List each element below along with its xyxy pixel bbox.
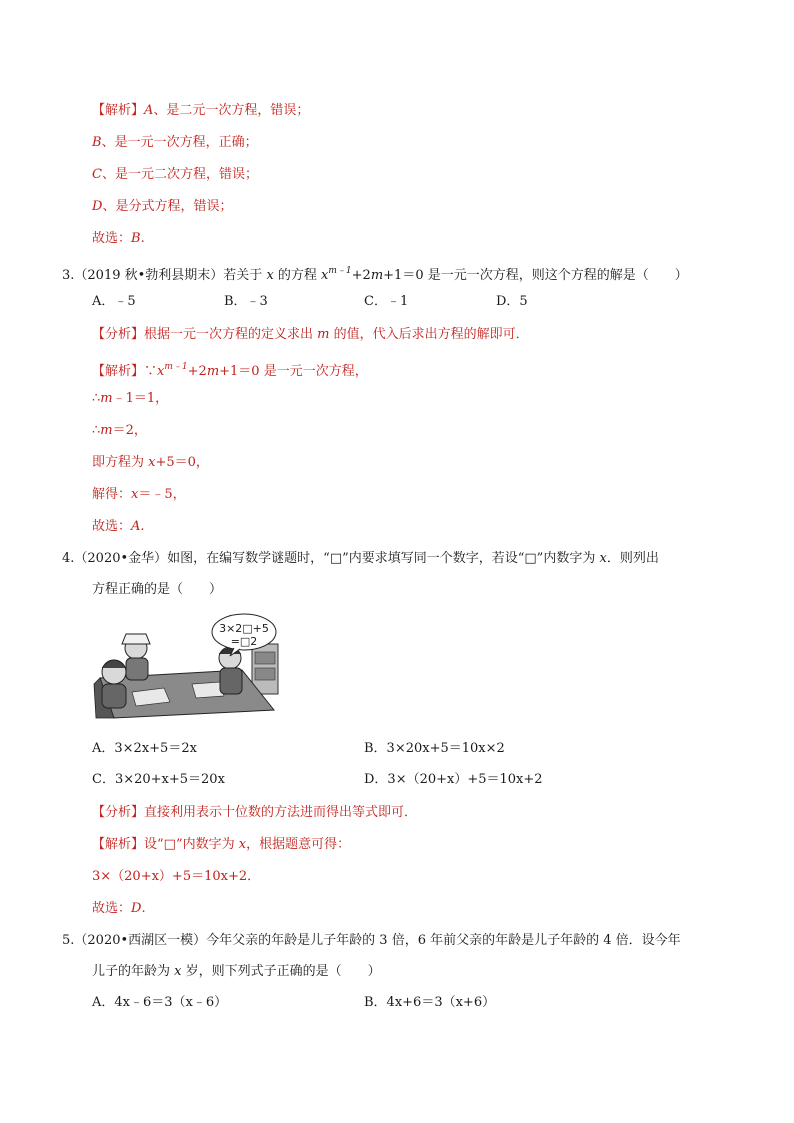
q4-analysis: 【分析】直接利用表示十位数的方法进而得出等式即可．: [92, 805, 418, 820]
q4-solution-2: 3×（20+x）+5＝10x+2．: [92, 869, 261, 884]
q2-analysis-a: 【解析】A、是二元一次方程，错误；: [92, 103, 310, 118]
q4-option-b: B．3×20x+5＝10x×2: [364, 741, 505, 756]
q5-stem-line2: 儿子的年龄为 x 岁，则下列式子正确的是（ ）: [92, 964, 381, 979]
q4-bubble-text: 3×2□+5 =□2: [219, 622, 269, 648]
q3-answer: 故选：A.: [92, 519, 145, 534]
q2-answer: 故选：B.: [92, 231, 145, 246]
q4-option-d: D．3×（20+x）+5＝10x+2: [364, 772, 543, 787]
q3-solution-1: 【解析】$\because x^{m﹣1}+2m+1=0$ 是一元一次方程，: [92, 362, 368, 379]
q2-analysis-b: B、是一元一次方程，正确；: [92, 135, 258, 150]
q5-option-a: A．4x﹣6＝3（x﹣6）: [92, 995, 228, 1010]
q2-analysis-c: C、是一元二次方程，错误；: [92, 167, 258, 182]
q3-option-c: C．﹣1: [364, 294, 409, 309]
q4-stem-line2: 方程正确的是（ ）: [92, 582, 223, 597]
q4-solution-1: 【解析】设“□”内数字为 x，根据题意可得：: [92, 837, 351, 852]
q4-stem-line1: 4.（2020•金华）如图，在编写数学谜题时，“□”内要求填写同一个数字，若设“□”内数字为 x．则列出: [62, 551, 659, 566]
q4-option-c: C．3×20+x+5＝20x: [92, 772, 225, 787]
q4-option-a: A．3×2x+5＝2x: [92, 741, 197, 756]
q2-analysis-d: D、是分式方程，错误；: [92, 199, 233, 214]
q5-stem-line1: 5.（2020•西湖区一模）今年父亲的年龄是儿子年龄的 3 倍，6 年前父亲的年龄是儿子年龄的 4 倍．设今年: [62, 933, 681, 948]
q4-answer: 故选：D.: [92, 901, 146, 916]
q3-solution-5: 解得：x＝﹣5，: [92, 487, 186, 502]
q3-solution-2: ∴m﹣1＝1，: [92, 391, 169, 406]
q5-option-b: B．4x+6＝3（x+6）: [364, 995, 496, 1010]
q3-solution-4: 即方程为 x+5＝0，: [92, 455, 209, 470]
q3-option-d: D．5: [496, 294, 528, 309]
q3-solution-3: ∴m＝2，: [92, 423, 147, 438]
q3-option-b: B．﹣3: [224, 294, 268, 309]
q3-option-a: A．﹣5: [92, 294, 136, 309]
q3-stem: 3.（2019 秋•勃利县期末）若关于 x 的方程 $x^{m﹣1}+2m+1=0$ 是一元一次方程，则这个方程的解是（ ）: [62, 266, 688, 283]
q3-analysis: 【分析】根据一元一次方程的定义求出 m 的值，代入后求出方程的解即可．: [92, 327, 529, 342]
